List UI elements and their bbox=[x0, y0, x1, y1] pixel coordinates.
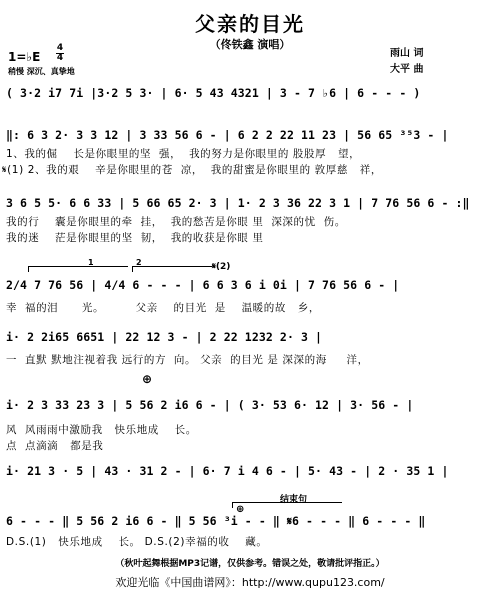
lyric-verse-1: 我的行 囊是你眼里的牵 挂， 我的愁苦是你眼 里 深深的忧 伤。 bbox=[6, 216, 346, 228]
notation-line: ( 3·2 i7 7i |3·2 5 3· | 6· 5 43 4321 | 3 - 7 ♭6 | 6 - - - ) bbox=[6, 86, 421, 100]
transcription-note: （秋叶起舞根据MP3记谱，仅供参考。错误之处，敬请批评指正。） bbox=[115, 559, 385, 569]
lyric-verse-2: 𝄋(1) 2、我的艰 辛是你眼里的苍 凉， 我的甜蜜是你眼里的 敦厚慈 祥， bbox=[2, 164, 382, 176]
performer-credit: （佟铁鑫 演唱） bbox=[209, 38, 291, 51]
lyric-verse-2: 我的迷 茫是你眼里的坚 韧， 我的收获是你眼 里 bbox=[6, 232, 264, 244]
lyric-line: 一 直默 默地注视着我 远行的方 向。 父亲 的目光 是 深深的海 洋， bbox=[6, 354, 369, 366]
lyric-verse-2: 点 点滴滴 都是我 bbox=[6, 440, 104, 452]
key-signature: 1=♭E bbox=[8, 50, 41, 64]
composer-credit: 大平 曲 bbox=[390, 64, 424, 75]
notation-line: 6 - - - ‖ 5 56 2 i6 6 - ‖ 5 56 ³i - - ‖ 𝄋6 - - - ‖ 6 - - - ‖ bbox=[6, 514, 426, 528]
ending-bracket bbox=[232, 502, 342, 508]
volta-label-1: 1 bbox=[88, 258, 94, 267]
site-link[interactable]: 欢迎光临《中国曲谱网》：http://www.qupu123.com/ bbox=[115, 576, 385, 589]
notation-line: i· 2 2i65 6651 | 22 12 3 - | 2 22 1232 2· 3 | bbox=[6, 330, 323, 344]
notation-line: 2/4 7 76 56 | 4/4 6 - - - | 6 6 3 6 i 0i | 7 76 56 6 - | bbox=[6, 278, 400, 292]
volta-label-2: 2 bbox=[136, 258, 142, 267]
ending-phrase-label: 结束句 bbox=[280, 495, 308, 505]
segno-marker-2: 𝄋(2) bbox=[212, 262, 231, 272]
tempo-marking: 稍慢 深沉、真挚地 bbox=[8, 67, 75, 76]
time-signature-top: 4 bbox=[56, 43, 64, 53]
lyric-line: 幸 福的泪 光。 父亲 的目光 是 温暖的故 乡， bbox=[6, 302, 320, 314]
coda-symbol: ⊕ bbox=[142, 372, 153, 386]
notation-line: i· 21 3 · 5 | 43 · 31 2 - | 6· 7 i 4 6 - | 5· 43 - | 2 · 35 1 | bbox=[6, 464, 449, 478]
notation-line: ‖: 6 3 2· 3 3 12 | 3 33 56 6 - | 6 2 2 22 11 23 | 56 65 ³⁵3 - | bbox=[6, 128, 449, 142]
time-signature-bottom: 4 bbox=[56, 53, 64, 63]
lyric-verse-1: 风 风雨雨中激励我 快乐地成 长。 bbox=[6, 424, 197, 436]
notation-line: i· 2 3 33 23 3 | 5 56 2 i6 6 - | ( 3· 53 6· 12 | 3· 56 - | bbox=[6, 398, 414, 412]
coda-symbol-2: ⊕ bbox=[236, 504, 245, 515]
song-title: 父亲的目光 bbox=[195, 12, 305, 36]
lyric-verse-1: 1、我的倔 长是你眼里的坚 强， 我的努力是你眼里的 股股厚 望， bbox=[6, 148, 361, 160]
lyric-line: D.S.(1) 快乐地成 长。 D.S.(2)幸福的收 藏。 bbox=[6, 536, 268, 548]
time-signature bbox=[56, 44, 64, 63]
notation-line: 3 6 5 5· 6 6 33 | 5 66 65 2· 3 | 1· 2 3 36 22 3 1 | 7 76 56 6 - :‖ bbox=[6, 196, 470, 210]
volta-bracket-2 bbox=[132, 266, 212, 272]
lyricist-credit: 雨山 词 bbox=[390, 48, 424, 59]
volta-bracket-1 bbox=[28, 266, 128, 272]
